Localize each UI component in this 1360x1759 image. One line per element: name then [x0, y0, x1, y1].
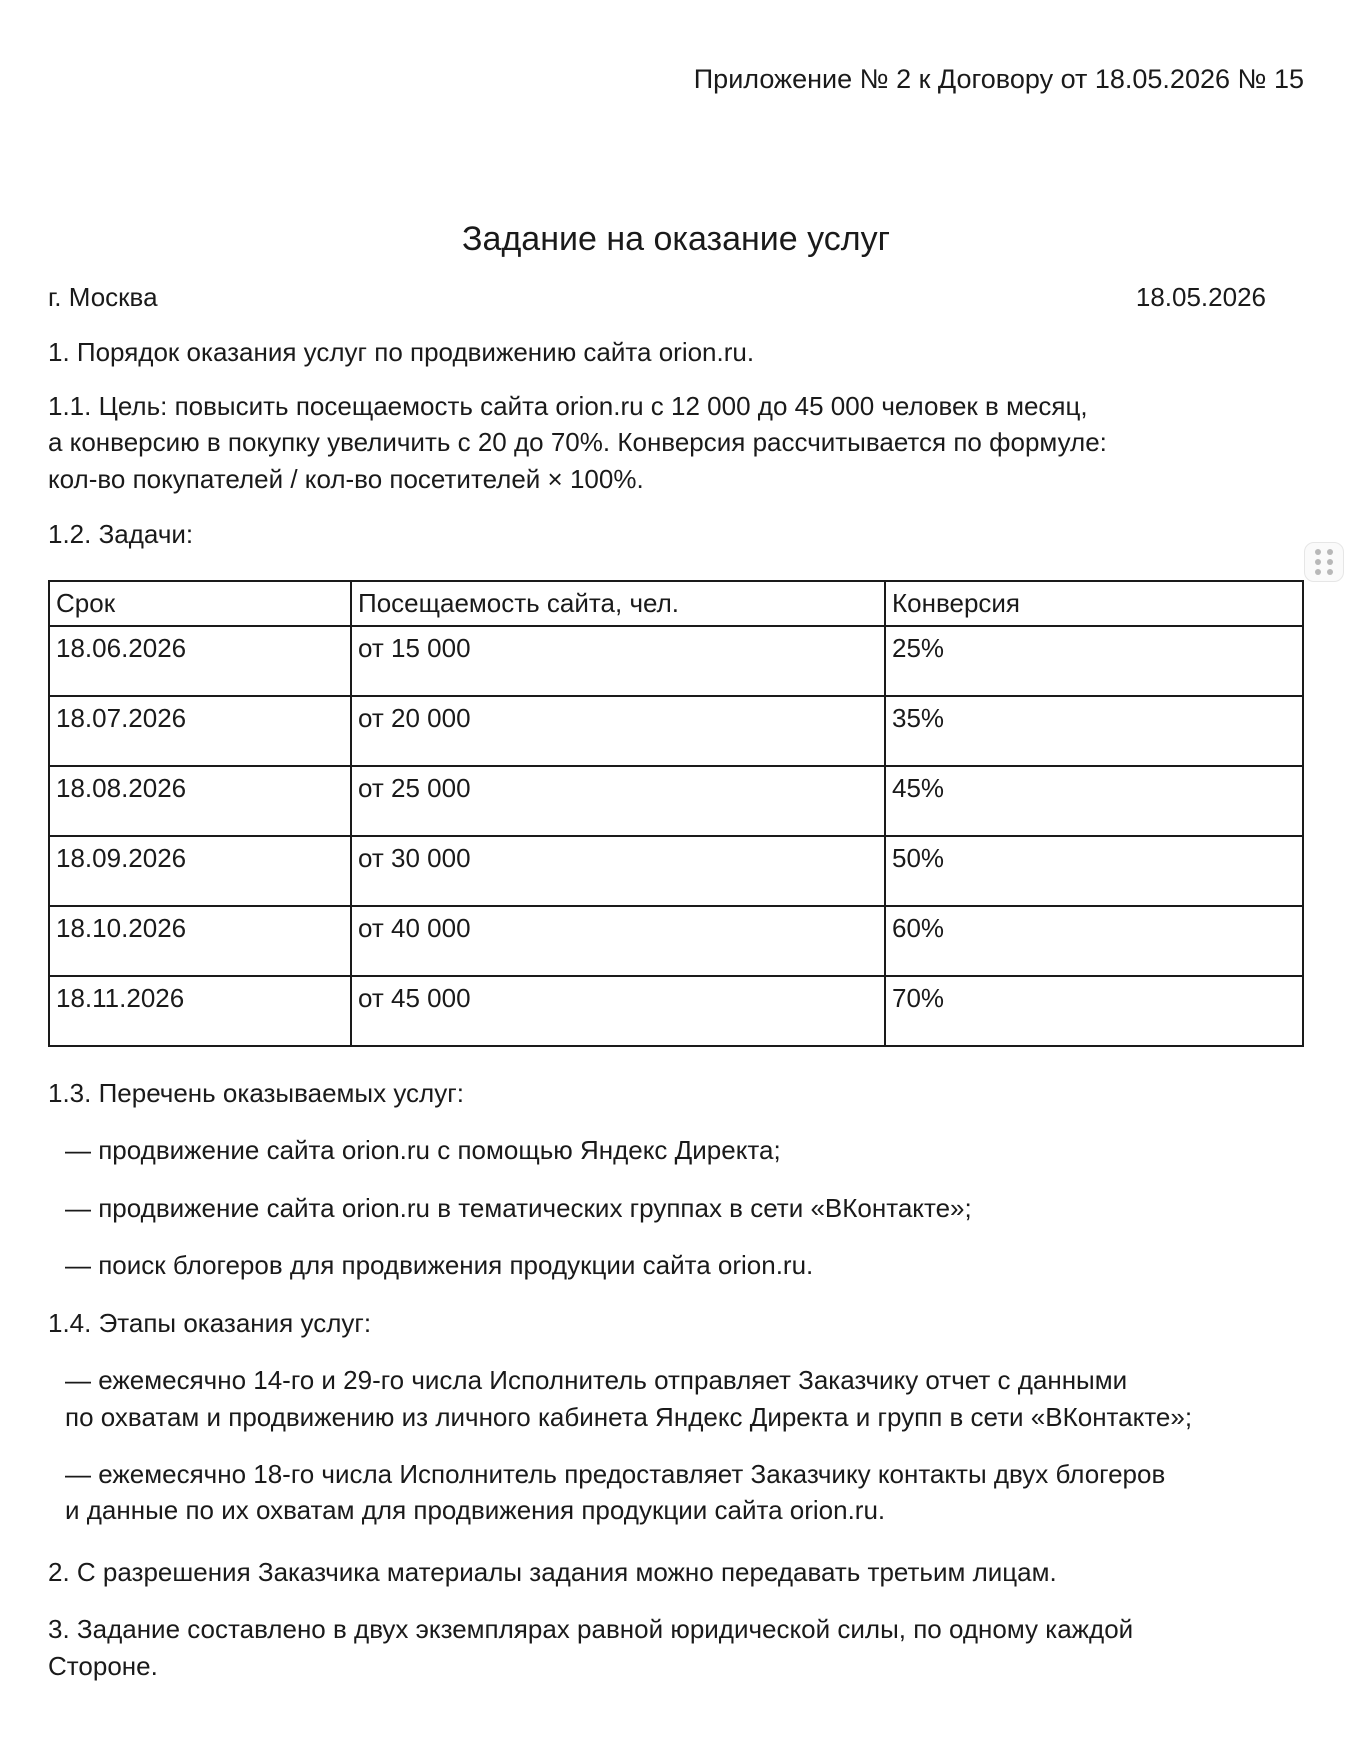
drag-dot [1327, 559, 1333, 565]
tasks-heading: 1.2. Задачи: [48, 519, 194, 549]
cell-conversion: 35% [885, 696, 1303, 766]
service-item: — продвижение сайта orion.ru с помощью Яндекс Директа; [65, 1135, 781, 1165]
goal-line-3: кол-во покупателей / кол-во посетителей × 100%. [48, 464, 644, 494]
cell-deadline: 18.10.2026 [49, 906, 351, 976]
column-header-conversion: Конверсия [885, 581, 1303, 626]
cell-traffic: от 15 000 [351, 626, 885, 696]
cell-traffic: от 45 000 [351, 976, 885, 1046]
stages-heading: 1.4. Этапы оказания услуг: [48, 1308, 372, 1338]
tasks-table [48, 580, 1304, 1047]
service-item: — продвижение сайта orion.ru в тематических группах в сети «ВКонтакте»; [65, 1193, 972, 1223]
cell-conversion: 25% [885, 626, 1303, 696]
cell-traffic: от 20 000 [351, 696, 885, 766]
table-row [49, 906, 1303, 976]
table-header-row [49, 581, 1303, 626]
drag-dot [1327, 569, 1333, 575]
document-date: 18.05.2026 [1135, 282, 1266, 312]
drag-handle-icon[interactable] [1304, 542, 1344, 582]
table-row [49, 696, 1303, 766]
cell-traffic: от 30 000 [351, 836, 885, 906]
stage-1-line-2: по охватам и продвижению из личного кабинета Яндекс Директа и групп в сети «ВКонтакте»; [65, 1402, 1193, 1432]
services-heading: 1.3. Перечень оказываемых услуг: [48, 1078, 464, 1108]
section-3-line-2: Стороне. [48, 1651, 158, 1681]
section-1-heading: 1. Порядок оказания услуг по продвижению сайта orion.ru. [48, 337, 755, 367]
table-row [49, 626, 1303, 696]
cell-deadline: 18.06.2026 [49, 626, 351, 696]
service-item: — поиск блогеров для продвижения продукции сайта orion.ru. [65, 1250, 814, 1280]
table-row [49, 976, 1303, 1046]
cell-deadline: 18.08.2026 [49, 766, 351, 836]
cell-conversion: 70% [885, 976, 1303, 1046]
appendix-reference: Приложение № 2 к Договору от 18.05.2026 № 15 [693, 64, 1304, 94]
drag-dot [1315, 549, 1321, 555]
drag-dot [1315, 559, 1321, 565]
city: г. Москва [48, 282, 158, 312]
section-3-line-1: 3. Задание составлено в двух экземплярах равной юридической силы, по одному каждой [48, 1614, 1134, 1644]
cell-conversion: 60% [885, 906, 1303, 976]
column-header-traffic: Посещаемость сайта, чел. [351, 581, 885, 626]
table-row [49, 766, 1303, 836]
section-2: 2. С разрешения Заказчика материалы задания можно передавать третьим лицам. [48, 1557, 1057, 1587]
drag-dot [1327, 549, 1333, 555]
column-header-deadline: Срок [49, 581, 351, 626]
stage-2-line-1: — ежемесячно 18-го числа Исполнитель предоставляет Заказчику контакты двух блогеров [65, 1459, 1166, 1489]
cell-conversion: 50% [885, 836, 1303, 906]
cell-traffic: от 40 000 [351, 906, 885, 976]
stage-2-line-2: и данные по их охватам для продвижения продукции сайта orion.ru. [65, 1495, 886, 1525]
goal-line-2: а конверсию в покупку увеличить с 20 до 70%. Конверсия рассчитывается по формуле: [48, 427, 1107, 457]
city-date-row [48, 278, 1266, 316]
document-title: Задание на оказание услуг [462, 220, 890, 258]
stage-1-line-1: — ежемесячно 14-го и 29-го числа Исполнитель отправляет Заказчику отчет с данными [65, 1365, 1128, 1395]
cell-conversion: 45% [885, 766, 1303, 836]
cell-deadline: 18.09.2026 [49, 836, 351, 906]
goal-line-1: 1.1. Цель: повысить посещаемость сайта orion.ru с 12 000 до 45 000 человек в месяц, [48, 391, 1088, 421]
cell-deadline: 18.11.2026 [49, 976, 351, 1046]
table-row [49, 836, 1303, 906]
cell-traffic: от 25 000 [351, 766, 885, 836]
cell-deadline: 18.07.2026 [49, 696, 351, 766]
drag-dot [1315, 569, 1321, 575]
